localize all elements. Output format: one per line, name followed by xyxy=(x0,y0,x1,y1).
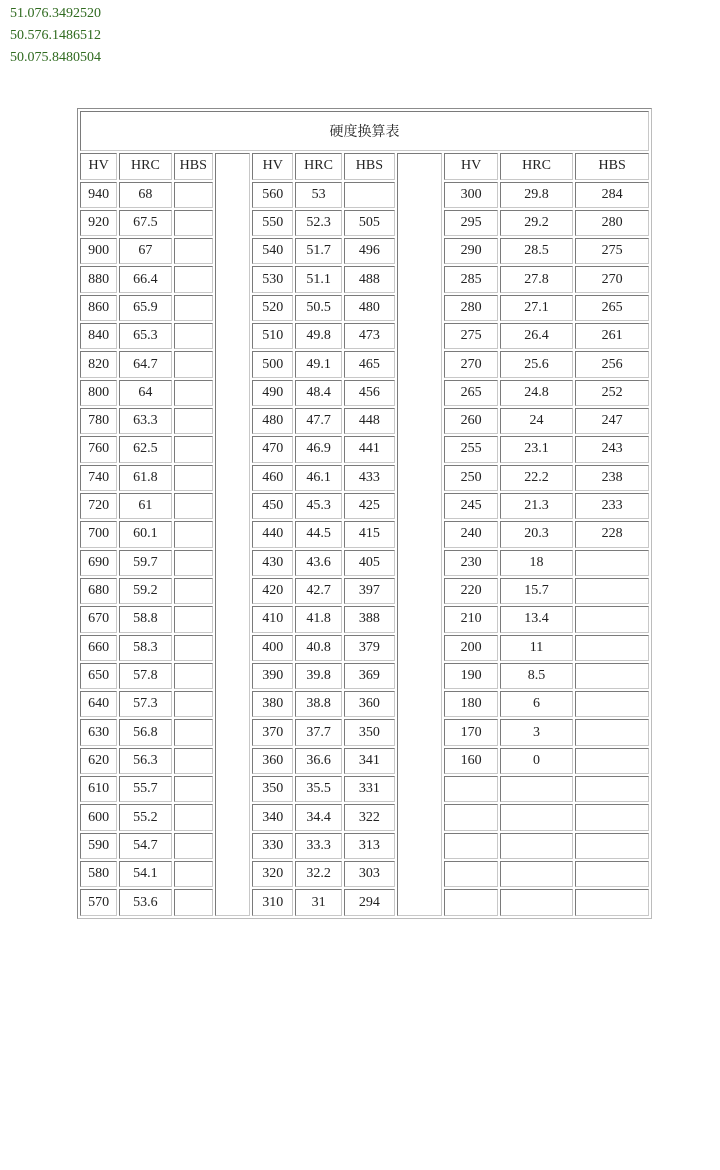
cell-hv: 220 xyxy=(444,578,497,604)
cell-hbs: 415 xyxy=(344,521,395,547)
cell-hbs xyxy=(575,776,649,802)
cell-hv: 490 xyxy=(252,380,293,406)
cell-hv: 540 xyxy=(252,238,293,264)
cell-hrc: 57.3 xyxy=(119,691,171,717)
cell-hbs xyxy=(575,578,649,604)
cell-hrc: 27.8 xyxy=(500,266,574,292)
cell-hv: 550 xyxy=(252,210,293,236)
cell-hbs: 505 xyxy=(344,210,395,236)
cell-hv: 410 xyxy=(252,606,293,632)
cell-hv: 400 xyxy=(252,635,293,661)
cell-hv: 470 xyxy=(252,436,293,462)
cell-hrc: 49.1 xyxy=(295,351,341,377)
cell-hbs xyxy=(174,210,213,236)
cell-hv: 420 xyxy=(252,578,293,604)
cell-hv: 430 xyxy=(252,550,293,576)
cell-hv: 590 xyxy=(80,833,117,859)
cell-hrc: 53.6 xyxy=(119,889,171,916)
cell-hbs: 388 xyxy=(344,606,395,632)
cell-hv: 670 xyxy=(80,606,117,632)
cell-hbs: 322 xyxy=(344,804,395,830)
cell-hv: 500 xyxy=(252,351,293,377)
cell-hbs xyxy=(575,550,649,576)
cell-hbs xyxy=(575,606,649,632)
table-row xyxy=(80,521,649,547)
cell-hv: 160 xyxy=(444,748,497,774)
cell-hbs xyxy=(174,550,213,576)
table-row xyxy=(80,635,649,661)
cell-hrc: 28.5 xyxy=(500,238,574,264)
table-row xyxy=(80,550,649,576)
table-row xyxy=(80,436,649,462)
cell-hrc: 39.8 xyxy=(295,663,341,689)
cell-hrc: 64 xyxy=(119,380,171,406)
cell-hv xyxy=(444,889,497,916)
cell-hbs xyxy=(174,606,213,632)
cell-hrc: 44.5 xyxy=(295,521,341,547)
cell-hv: 310 xyxy=(252,889,293,916)
col-header-hv-1: HV xyxy=(80,153,117,179)
cell-hrc: 51.1 xyxy=(295,266,341,292)
cell-hv: 840 xyxy=(80,323,117,349)
cell-hv: 520 xyxy=(252,295,293,321)
cell-hbs: 405 xyxy=(344,550,395,576)
cell-hrc: 43.6 xyxy=(295,550,341,576)
cell-hrc: 41.8 xyxy=(295,606,341,632)
cell-hbs: 270 xyxy=(575,266,649,292)
cell-hbs xyxy=(174,266,213,292)
column-gap-2 xyxy=(397,153,442,916)
cell-hrc: 61.8 xyxy=(119,465,171,491)
cell-hv: 245 xyxy=(444,493,497,519)
cell-hrc xyxy=(500,833,574,859)
cell-hrc: 6 xyxy=(500,691,574,717)
cell-hv: 370 xyxy=(252,719,293,745)
cell-hbs: 284 xyxy=(575,182,649,208)
cell-hv: 630 xyxy=(80,719,117,745)
cell-hrc: 57.8 xyxy=(119,663,171,689)
cell-hrc: 59.2 xyxy=(119,578,171,604)
cell-hv: 600 xyxy=(80,804,117,830)
cell-hbs: 331 xyxy=(344,776,395,802)
cell-hbs: 360 xyxy=(344,691,395,717)
cell-hbs xyxy=(174,776,213,802)
cell-hv: 340 xyxy=(252,804,293,830)
cell-hbs xyxy=(575,748,649,774)
cell-hrc: 34.4 xyxy=(295,804,341,830)
cell-hrc: 32.2 xyxy=(295,861,341,887)
cell-hv: 180 xyxy=(444,691,497,717)
cell-hbs xyxy=(575,804,649,830)
cell-hrc: 35.5 xyxy=(295,776,341,802)
cell-hrc: 11 xyxy=(500,635,574,661)
cell-hrc: 40.8 xyxy=(295,635,341,661)
cell-hbs xyxy=(575,719,649,745)
cell-hrc: 42.7 xyxy=(295,578,341,604)
cell-hrc: 15.7 xyxy=(500,578,574,604)
cell-hv: 480 xyxy=(252,408,293,434)
cell-hv: 620 xyxy=(80,748,117,774)
cell-hbs: 243 xyxy=(575,436,649,462)
cell-hv: 780 xyxy=(80,408,117,434)
cell-hbs: 275 xyxy=(575,238,649,264)
cell-hrc xyxy=(500,804,574,830)
hardness-conversion-table xyxy=(78,109,651,918)
table-row xyxy=(80,210,649,236)
cell-hv: 270 xyxy=(444,351,497,377)
cell-hbs xyxy=(174,521,213,547)
cell-hbs: 280 xyxy=(575,210,649,236)
cell-hrc: 67.5 xyxy=(119,210,171,236)
table-row xyxy=(80,861,649,887)
cell-hbs: 294 xyxy=(344,889,395,916)
header-lines xyxy=(10,3,101,69)
table-row xyxy=(80,606,649,632)
cell-hrc: 36.6 xyxy=(295,748,341,774)
cell-hv: 280 xyxy=(444,295,497,321)
cell-hbs xyxy=(174,408,213,434)
cell-hv: 330 xyxy=(252,833,293,859)
cell-hrc: 62.5 xyxy=(119,436,171,462)
cell-hrc: 25.6 xyxy=(500,351,574,377)
cell-hrc: 56.3 xyxy=(119,748,171,774)
cell-hv: 760 xyxy=(80,436,117,462)
cell-hbs xyxy=(174,380,213,406)
cell-hbs xyxy=(575,691,649,717)
cell-hbs: 379 xyxy=(344,635,395,661)
cell-hv: 560 xyxy=(252,182,293,208)
cell-hrc: 29.2 xyxy=(500,210,574,236)
cell-hv: 720 xyxy=(80,493,117,519)
cell-hbs: 465 xyxy=(344,351,395,377)
cell-hrc: 68 xyxy=(119,182,171,208)
cell-hv xyxy=(444,776,497,802)
table-row xyxy=(80,889,649,916)
cell-hbs xyxy=(174,833,213,859)
cell-hrc: 21.3 xyxy=(500,493,574,519)
cell-hrc: 51.7 xyxy=(295,238,341,264)
cell-hbs: 350 xyxy=(344,719,395,745)
cell-hv: 295 xyxy=(444,210,497,236)
table-row xyxy=(80,776,649,802)
cell-hbs: 228 xyxy=(575,521,649,547)
cell-hbs xyxy=(174,182,213,208)
cell-hbs: 261 xyxy=(575,323,649,349)
cell-hv: 320 xyxy=(252,861,293,887)
cell-hv: 660 xyxy=(80,635,117,661)
cell-hrc: 46.9 xyxy=(295,436,341,462)
cell-hv: 800 xyxy=(80,380,117,406)
cell-hbs: 488 xyxy=(344,266,395,292)
table-row xyxy=(80,351,649,377)
cell-hv: 510 xyxy=(252,323,293,349)
table-row xyxy=(80,323,649,349)
cell-hbs xyxy=(174,663,213,689)
cell-hrc: 3 xyxy=(500,719,574,745)
cell-hv xyxy=(444,804,497,830)
cell-hbs xyxy=(174,804,213,830)
table-row xyxy=(80,833,649,859)
cell-hv: 380 xyxy=(252,691,293,717)
cell-hrc: 59.7 xyxy=(119,550,171,576)
table-row xyxy=(80,663,649,689)
cell-hbs: 433 xyxy=(344,465,395,491)
header-line-3: 50.075.8480504 xyxy=(10,50,101,65)
cell-hbs: 369 xyxy=(344,663,395,689)
cell-hrc: 46.1 xyxy=(295,465,341,491)
col-header-hrc-1: HRC xyxy=(119,153,171,179)
hardness-table-frame xyxy=(77,108,652,919)
cell-hbs: 238 xyxy=(575,465,649,491)
cell-hv: 880 xyxy=(80,266,117,292)
cell-hbs xyxy=(575,635,649,661)
cell-hbs xyxy=(174,465,213,491)
cell-hrc: 48.4 xyxy=(295,380,341,406)
cell-hv: 680 xyxy=(80,578,117,604)
cell-hrc: 22.2 xyxy=(500,465,574,491)
cell-hrc: 31 xyxy=(295,889,341,916)
cell-hbs xyxy=(174,889,213,916)
cell-hv: 640 xyxy=(80,691,117,717)
cell-hbs xyxy=(344,182,395,208)
cell-hbs: 480 xyxy=(344,295,395,321)
cell-hrc: 45.3 xyxy=(295,493,341,519)
title-row xyxy=(80,111,649,151)
cell-hv: 700 xyxy=(80,521,117,547)
cell-hrc: 26.4 xyxy=(500,323,574,349)
cell-hrc: 54.7 xyxy=(119,833,171,859)
cell-hv: 285 xyxy=(444,266,497,292)
cell-hrc: 58.3 xyxy=(119,635,171,661)
cell-hbs xyxy=(174,323,213,349)
table-row xyxy=(80,719,649,745)
col-header-hrc-2: HRC xyxy=(295,153,341,179)
cell-hv: 740 xyxy=(80,465,117,491)
col-header-hbs-2: HBS xyxy=(344,153,395,179)
table-row xyxy=(80,238,649,264)
table-row xyxy=(80,748,649,774)
table-row xyxy=(80,266,649,292)
cell-hbs xyxy=(575,861,649,887)
cell-hbs xyxy=(174,493,213,519)
cell-hbs: 456 xyxy=(344,380,395,406)
cell-hbs xyxy=(174,719,213,745)
cell-hv xyxy=(444,861,497,887)
header-row xyxy=(80,153,649,179)
cell-hrc: 58.8 xyxy=(119,606,171,632)
cell-hv: 300 xyxy=(444,182,497,208)
cell-hbs xyxy=(174,238,213,264)
cell-hv: 690 xyxy=(80,550,117,576)
table-row xyxy=(80,408,649,434)
cell-hrc xyxy=(500,776,574,802)
cell-hv: 450 xyxy=(252,493,293,519)
cell-hbs xyxy=(575,889,649,916)
table-row xyxy=(80,578,649,604)
cell-hrc: 29.8 xyxy=(500,182,574,208)
cell-hrc: 65.9 xyxy=(119,295,171,321)
cell-hrc: 47.7 xyxy=(295,408,341,434)
cell-hv: 255 xyxy=(444,436,497,462)
cell-hbs: 256 xyxy=(575,351,649,377)
cell-hv: 210 xyxy=(444,606,497,632)
cell-hrc: 27.1 xyxy=(500,295,574,321)
cell-hbs xyxy=(575,663,649,689)
cell-hv xyxy=(444,833,497,859)
cell-hv: 820 xyxy=(80,351,117,377)
cell-hv: 570 xyxy=(80,889,117,916)
cell-hbs xyxy=(174,861,213,887)
cell-hv: 530 xyxy=(252,266,293,292)
cell-hrc: 49.8 xyxy=(295,323,341,349)
cell-hrc: 13.4 xyxy=(500,606,574,632)
col-header-hv-2: HV xyxy=(252,153,293,179)
cell-hv: 440 xyxy=(252,521,293,547)
cell-hrc: 55.2 xyxy=(119,804,171,830)
cell-hbs: 233 xyxy=(575,493,649,519)
cell-hbs xyxy=(174,691,213,717)
cell-hrc xyxy=(500,889,574,916)
cell-hv: 260 xyxy=(444,408,497,434)
cell-hbs xyxy=(174,436,213,462)
cell-hrc: 52.3 xyxy=(295,210,341,236)
cell-hbs: 247 xyxy=(575,408,649,434)
cell-hv: 190 xyxy=(444,663,497,689)
cell-hbs xyxy=(174,578,213,604)
cell-hrc: 66.4 xyxy=(119,266,171,292)
cell-hbs xyxy=(174,351,213,377)
cell-hrc: 50.5 xyxy=(295,295,341,321)
cell-hv: 610 xyxy=(80,776,117,802)
table-row xyxy=(80,380,649,406)
cell-hrc: 20.3 xyxy=(500,521,574,547)
cell-hv: 200 xyxy=(444,635,497,661)
cell-hv: 650 xyxy=(80,663,117,689)
cell-hrc: 37.7 xyxy=(295,719,341,745)
col-header-hbs-3: HBS xyxy=(575,153,649,179)
cell-hrc: 24.8 xyxy=(500,380,574,406)
table-row xyxy=(80,465,649,491)
cell-hrc: 8.5 xyxy=(500,663,574,689)
cell-hbs: 252 xyxy=(575,380,649,406)
cell-hv: 290 xyxy=(444,238,497,264)
cell-hbs: 496 xyxy=(344,238,395,264)
col-header-hv-3: HV xyxy=(444,153,497,179)
cell-hrc xyxy=(500,861,574,887)
cell-hbs: 473 xyxy=(344,323,395,349)
cell-hrc: 53 xyxy=(295,182,341,208)
cell-hbs xyxy=(575,833,649,859)
cell-hbs xyxy=(174,635,213,661)
cell-hrc: 60.1 xyxy=(119,521,171,547)
cell-hv: 360 xyxy=(252,748,293,774)
table-row xyxy=(80,804,649,830)
cell-hbs: 341 xyxy=(344,748,395,774)
cell-hrc: 0 xyxy=(500,748,574,774)
cell-hrc: 54.1 xyxy=(119,861,171,887)
header-line-2: 50.576.1486512 xyxy=(10,28,101,43)
table-row xyxy=(80,691,649,717)
header-line-1: 51.076.3492520 xyxy=(10,6,101,21)
table-title: 硬度换算表 xyxy=(80,111,649,151)
cell-hv: 860 xyxy=(80,295,117,321)
cell-hrc: 38.8 xyxy=(295,691,341,717)
cell-hrc: 23.1 xyxy=(500,436,574,462)
table-row xyxy=(80,182,649,208)
col-header-hrc-3: HRC xyxy=(500,153,574,179)
cell-hbs: 265 xyxy=(575,295,649,321)
cell-hv: 230 xyxy=(444,550,497,576)
cell-hv: 900 xyxy=(80,238,117,264)
cell-hbs: 303 xyxy=(344,861,395,887)
cell-hv: 920 xyxy=(80,210,117,236)
cell-hrc: 61 xyxy=(119,493,171,519)
cell-hrc: 33.3 xyxy=(295,833,341,859)
cell-hrc: 24 xyxy=(500,408,574,434)
cell-hrc: 18 xyxy=(500,550,574,576)
cell-hv: 350 xyxy=(252,776,293,802)
cell-hv: 940 xyxy=(80,182,117,208)
col-header-hbs-1: HBS xyxy=(174,153,213,179)
cell-hbs: 425 xyxy=(344,493,395,519)
cell-hbs: 448 xyxy=(344,408,395,434)
cell-hbs xyxy=(174,295,213,321)
cell-hv: 275 xyxy=(444,323,497,349)
cell-hrc: 67 xyxy=(119,238,171,264)
column-gap-1 xyxy=(215,153,250,916)
cell-hv: 170 xyxy=(444,719,497,745)
cell-hv: 390 xyxy=(252,663,293,689)
cell-hv: 240 xyxy=(444,521,497,547)
cell-hbs: 441 xyxy=(344,436,395,462)
cell-hbs xyxy=(174,748,213,774)
cell-hrc: 64.7 xyxy=(119,351,171,377)
cell-hv: 265 xyxy=(444,380,497,406)
cell-hbs: 313 xyxy=(344,833,395,859)
table-row xyxy=(80,493,649,519)
cell-hbs: 397 xyxy=(344,578,395,604)
table-row xyxy=(80,295,649,321)
cell-hv: 250 xyxy=(444,465,497,491)
cell-hrc: 56.8 xyxy=(119,719,171,745)
cell-hrc: 65.3 xyxy=(119,323,171,349)
cell-hrc: 55.7 xyxy=(119,776,171,802)
cell-hv: 580 xyxy=(80,861,117,887)
cell-hrc: 63.3 xyxy=(119,408,171,434)
cell-hv: 460 xyxy=(252,465,293,491)
